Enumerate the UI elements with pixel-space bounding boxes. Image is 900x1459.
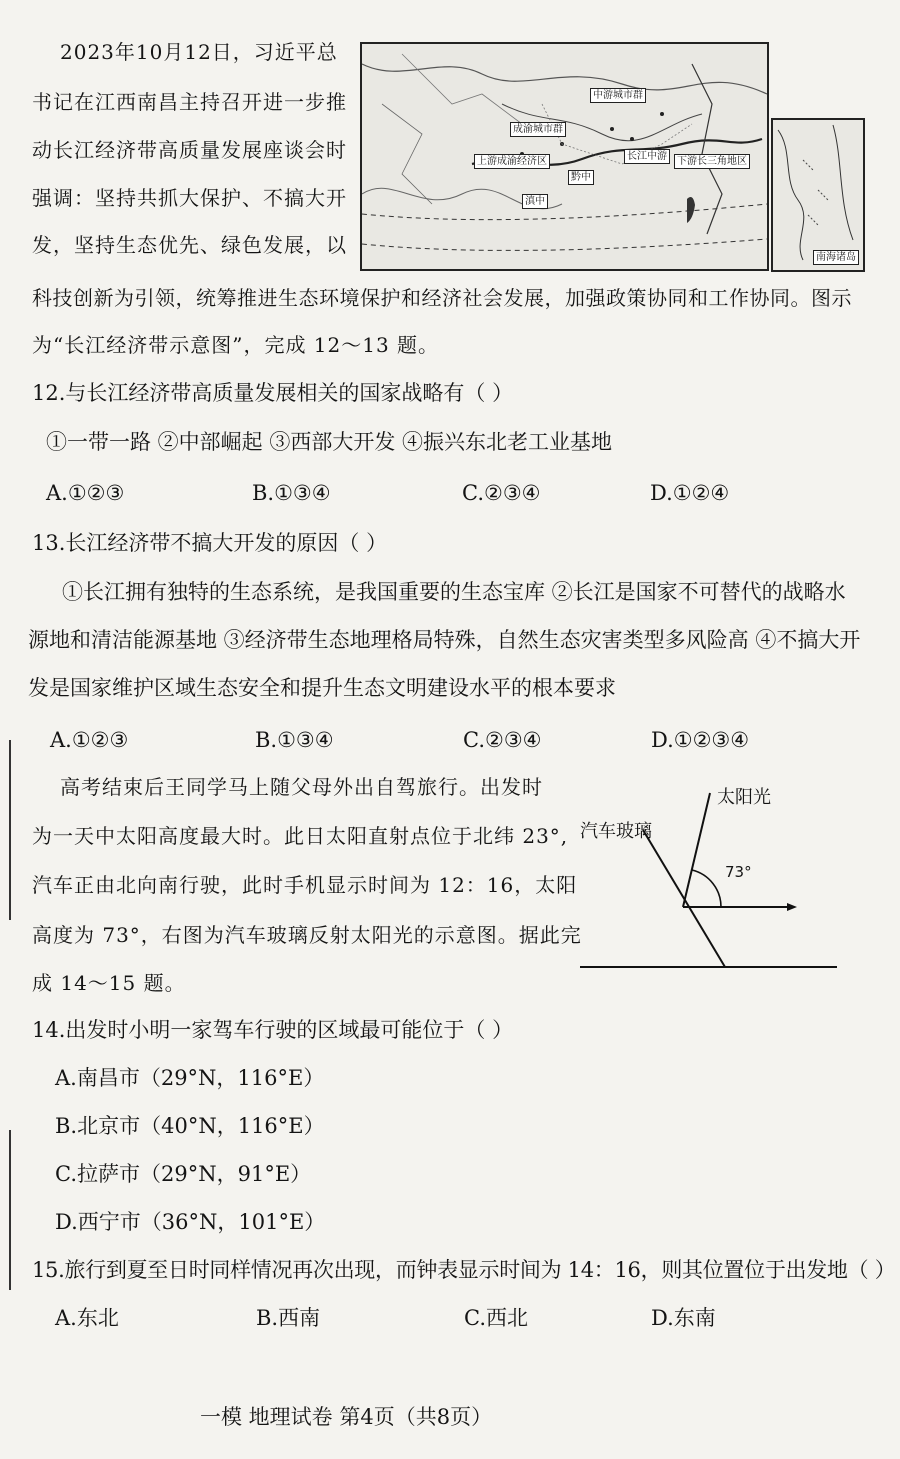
map-label-2: 成渝城市群 [510, 122, 566, 137]
diagram-graphic [575, 775, 845, 975]
q15-stem: 15.旅行到夏至日时同样情况再次出现，而钟表显示时间为 14：16，则其位置位于出发地（ ） [32, 1258, 896, 1282]
intro2-line-2: 为一天中太阳高度最大时。此日太阳直射点位于北纬 23°, [32, 824, 569, 848]
map-label-7: 下游长三角地区 [674, 154, 750, 169]
q15-option-c[interactable]: C.西北 [464, 1306, 528, 1330]
intro1-line-3: 动长江经济带高质量发展座谈会时 [32, 138, 347, 162]
q14-option-d[interactable]: D.西宁市（36°N，101°E） [55, 1210, 326, 1234]
inset-graphic [773, 120, 863, 270]
q13-option-b[interactable]: B.①③④ [255, 728, 334, 752]
intro1-line-5: 发，坚持生态优先、绿色发展，以 [32, 233, 347, 257]
q15-option-d[interactable]: D.东南 [651, 1306, 716, 1330]
map-label-3: 上游成渝经济区 [474, 154, 550, 169]
intro1-line-1: 2023年10月12日，习近平总 [60, 40, 338, 64]
intro1-line-2: 书记在江西南昌主持召开进一步推 [32, 90, 347, 114]
glass-reflection-diagram [575, 775, 845, 975]
south-china-sea-inset [771, 118, 865, 272]
yangtze-economic-belt-map [360, 42, 769, 271]
q12-items: ①一带一路 ②中部崛起 ③西部大开发 ④振兴东北老工业基地 [46, 430, 613, 454]
q15-option-b[interactable]: B.西南 [256, 1306, 321, 1330]
intro2-line-1: 高考结束后王同学马上随父母外出自驾旅行。出发时 [60, 775, 543, 799]
intro1-line-7: 为“长江经济带示意图”，完成 12～13 题。 [32, 333, 440, 357]
map-label-6: 长江中游 [624, 149, 670, 164]
q14-stem: 14.出发时小明一家驾车行驶的区域最可能位于（ ） [32, 1018, 514, 1042]
q12-option-c[interactable]: C.②③④ [462, 481, 541, 505]
q13-line-3: 发是国家维护区域生态安全和提升生态文明建设水平的根本要求 [28, 676, 616, 700]
q12-stem: 12.与长江经济带高质量发展相关的国家战略有（ ） [32, 381, 514, 405]
map-label-4: 黔中 [568, 170, 594, 185]
intro2-line-4: 高度为 73°，右图为汽车玻璃反射太阳光的示意图。据此完 [32, 923, 582, 947]
intro2-line-5: 成 14～15 题。 [32, 971, 186, 995]
scan-margin-mark-1 [9, 740, 11, 920]
map-label-1: 中游城市群 [590, 88, 646, 103]
q13-option-d[interactable]: D.①②③④ [651, 728, 750, 752]
scan-margin-mark-2 [9, 1130, 11, 1290]
q13-option-c[interactable]: C.②③④ [463, 728, 542, 752]
intro1-line-6: 科技创新为引领，统筹推进生态环境保护和经济社会发展，加强政策协同和工作协同。图示 [32, 286, 852, 310]
q14-option-b[interactable]: B.北京市（40°N，116°E） [55, 1114, 325, 1138]
q13-line-1: ①长江拥有独特的生态系统，是我国重要的生态宝库 ②长江是国家不可替代的战略水 [62, 580, 846, 604]
intro2-line-3: 汽车正由北向南行驶，此时手机显示时间为 12：16，太阳 [32, 873, 578, 897]
q13-line-2: 源地和清洁能源基地 ③经济带生态地理格局特殊，自然生态灾害类型多风险高 ④不搞大开 [28, 628, 861, 652]
q12-option-b[interactable]: B.①③④ [252, 481, 331, 505]
angle-label: 73° [725, 863, 752, 881]
q14-option-c[interactable]: C.拉萨市（29°N，91°E） [55, 1162, 312, 1186]
map-label-5: 滇中 [522, 194, 548, 209]
q13-option-a[interactable]: A.①②③ [50, 728, 129, 752]
glass-label: 汽车玻璃 [580, 821, 652, 842]
page-footer: 一模 地理试卷 第4页（共8页） [200, 1405, 493, 1429]
q12-option-d[interactable]: D.①②④ [650, 481, 730, 505]
sunlight-label: 太阳光 [717, 787, 771, 808]
q15-option-a[interactable]: A.东北 [55, 1306, 119, 1330]
intro1-line-4: 强调：坚持共抓大保护、不搞大开 [32, 186, 347, 210]
q13-stem: 13.长江经济带不搞大开发的原因（ ） [32, 531, 388, 555]
q14-option-a[interactable]: A.南昌市（29°N，116°E） [55, 1066, 325, 1090]
q12-option-a[interactable]: A.①②③ [46, 481, 125, 505]
inset-label: 南海诸岛 [813, 250, 859, 265]
